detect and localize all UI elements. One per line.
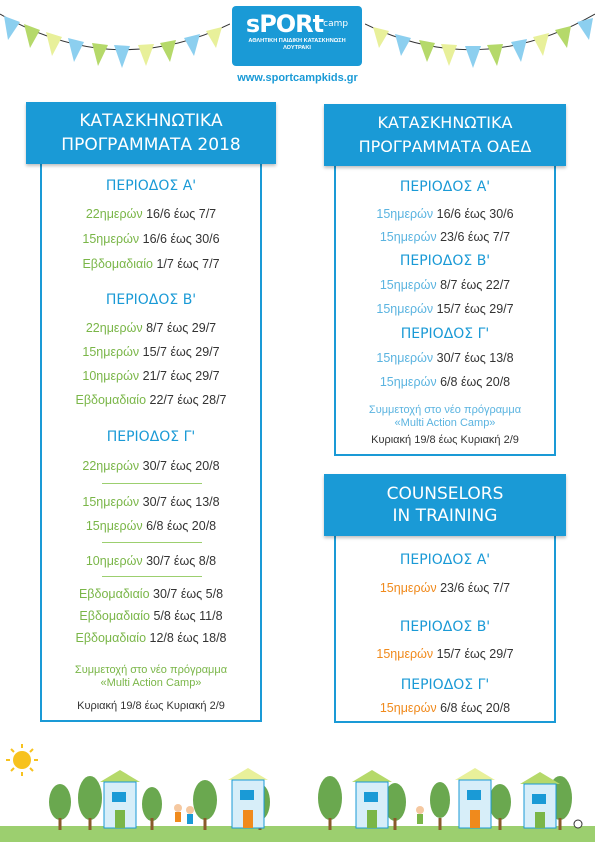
oaed-row: 15ημερών 30/7 έως 13/8 [376, 351, 514, 365]
logo-suffix: camp [323, 19, 349, 29]
camp-row: 15ημερών 15/7 έως 29/7 [82, 345, 220, 359]
camp-row: Εβδομαδιαίο 30/7 έως 5/8 [78, 587, 224, 601]
oaed-row: 15ημερών 8/7 έως 22/7 [379, 278, 511, 292]
cit-period-c-title: ΠΕΡΙΟΔΟΣ Γ' [400, 677, 490, 693]
camp-row: 22ημερών 30/7 έως 20/8 [82, 459, 220, 473]
camp-title-line-2: ΠΡΟΓΡΑΜΜΑΤΑ 2018 [61, 135, 241, 155]
oaed-title-line-1: ΚΑΤΑΣΚΗΝΩΤΙΚΑ [377, 113, 513, 132]
camp-programs-card [40, 150, 262, 722]
camp-programs-header [26, 102, 276, 164]
multi-action-note: Συμμετοχή στο νέο πρόγραμμα «Multi Action Camp» [74, 664, 228, 689]
oaed-period-c-title: ΠΕΡΙΟΔΟΣ Γ' [400, 326, 490, 342]
camp-period-a-title: ΠΕΡΙΟΔΟΣ Α' [105, 178, 197, 194]
cit-title-line-1: COUNSELORS [386, 484, 504, 504]
camp-row: 15ημερών 30/7 έως 13/8 [82, 495, 220, 509]
logo-brand: sPORt [245, 10, 324, 38]
counselors-header [324, 474, 566, 536]
camp-row: 22ημερών 8/7 έως 29/7 [85, 321, 217, 335]
camp-row: 22ημερών 16/6 έως 7/7 [85, 207, 217, 221]
cit-row: 15ημερών 15/7 έως 29/7 [376, 647, 514, 661]
oaed-programs-card [334, 160, 556, 456]
camp-row: Εβδομαδιαίο 22/7 έως 28/7 [75, 393, 227, 407]
cit-title-line-2: IN TRAINING [392, 506, 498, 526]
oaed-row: 15ημερών 16/6 έως 30/6 [376, 207, 514, 221]
camp-row: Εβδομαδιαίο 1/7 έως 7/7 [82, 257, 220, 271]
cit-period-a-title: ΠΕΡΙΟΔΟΣ Α' [399, 552, 491, 568]
camp-row: Εβδομαδιαίο 12/8 έως 18/8 [75, 631, 227, 645]
camp-title-line-1: ΚΑΤΑΣΚΗΝΩΤΙΚΑ [79, 111, 223, 131]
bunting-left [0, 0, 230, 90]
oaed-row: 15ημερών 23/6 έως 7/7 [379, 230, 511, 244]
separator-line [102, 542, 202, 543]
cit-row: 15ημερών 6/8 έως 20/8 [379, 701, 511, 715]
bunting-right [365, 0, 595, 90]
oaed-row: 15ημερών 6/8 έως 20/8 [379, 375, 511, 389]
oaed-row: 15ημερών 15/7 έως 29/7 [376, 302, 514, 316]
camp-period-c-title: ΠΕΡΙΟΔΟΣ Γ' [106, 429, 196, 445]
camp-row: 15ημερών 16/6 έως 30/6 [82, 232, 220, 246]
oaed-multi-action-note: Συμμετοχή στο νέο πρόγραμμα «Multi Action Camp» [368, 404, 522, 429]
oaed-period-b-title: ΠΕΡΙΟΔΟΣ Β' [399, 253, 491, 269]
logo-tagline-2: ΛΟΥΤΡΑΚΙ [283, 45, 311, 51]
logo-tagline-1: ΑΘΛΗΤΙΚΗ ΠΑΙΔΙΚΗ ΚΑΤΑΣΚΗΝΩΣΗ [248, 38, 346, 44]
multi-action-dates: Κυριακή 19/8 έως Κυριακή 2/9 [77, 700, 225, 712]
oaed-programs-header [324, 104, 566, 166]
oaed-title-line-2: ΠΡΟΓΡΑΜΜΑΤΑ ΟΑΕΔ [358, 137, 532, 156]
oaed-period-a-title: ΠΕΡΙΟΔΟΣ Α' [399, 179, 491, 195]
sportcamp-logo [232, 6, 362, 66]
camp-period-b-title: ΠΕΡΙΟΔΟΣ Β' [105, 292, 197, 308]
oaed-multi-action-dates: Κυριακή 19/8 έως Κυριακή 2/9 [371, 434, 519, 446]
camp-row: 15ημερών 6/8 έως 20/8 [85, 519, 217, 533]
camp-row: 10ημερών 30/7 έως 8/8 [85, 554, 217, 568]
camp-row: Εβδομαδιαίο 5/8 έως 11/8 [79, 609, 223, 623]
counselors-card [334, 505, 556, 723]
sun-icon [6, 744, 38, 776]
cit-period-b-title: ΠΕΡΙΟΔΟΣ Β' [399, 619, 491, 635]
cit-row: 15ημερών 23/6 έως 7/7 [379, 581, 511, 595]
camp-scene-illustration [0, 740, 595, 842]
separator-line [102, 576, 202, 577]
website-link[interactable]: www.sportcampkids.gr [237, 72, 358, 84]
separator-line [102, 483, 202, 484]
camp-row: 10ημερών 21/7 έως 29/7 [82, 369, 220, 383]
